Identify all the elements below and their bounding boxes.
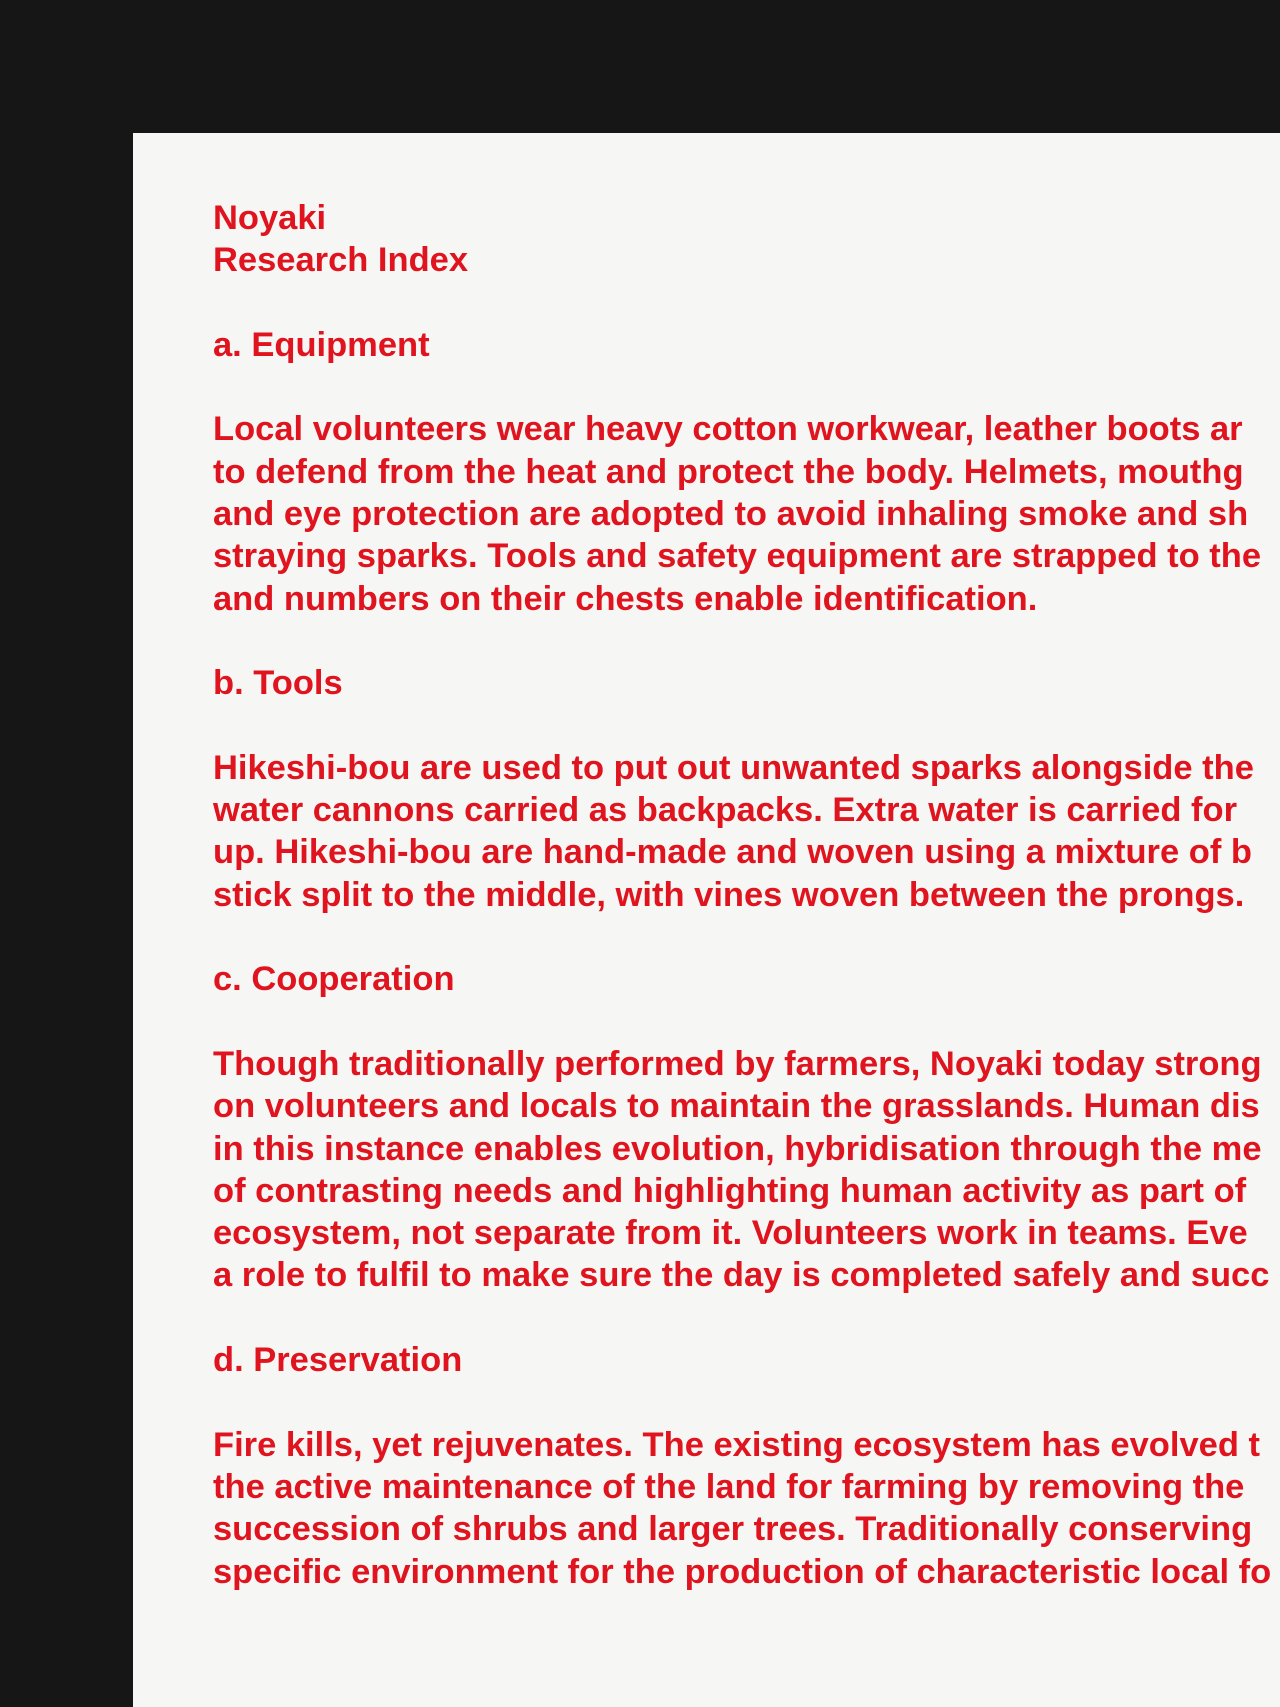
paragraph-line: and eye protection are adopted to avoid inhaling smoke and sh	[213, 495, 1249, 534]
paragraph-line: specific environment for the production of characteristic local fo	[213, 1552, 1272, 1591]
paragraph-line: ecosystem, not separate from it. Volunteers work in teams. Eve	[213, 1214, 1248, 1253]
paper-sheet	[133, 133, 1280, 1707]
section-heading-cooperation: c. Cooperation	[213, 960, 455, 999]
paragraph-line: stick split to the middle, with vines woven between the prongs.	[213, 875, 1245, 914]
section-heading-equipment: a. Equipment	[213, 325, 430, 364]
document-subtitle: Research Index	[213, 241, 469, 280]
paragraph-line: straying sparks. Tools and safety equipment are strapped to the	[213, 537, 1262, 576]
paragraph-line: succession of shrubs and larger trees. Traditionally conserving	[213, 1510, 1253, 1549]
paragraph-line: Hikeshi-bou are used to put out unwanted sparks alongside the	[213, 748, 1254, 787]
paragraph-line: on volunteers and locals to maintain the grasslands. Human dis	[213, 1087, 1260, 1126]
paragraph-line: in this instance enables evolution, hybridisation through the me	[213, 1129, 1262, 1168]
section-heading-preservation: d. Preservation	[213, 1341, 463, 1380]
section-heading-tools: b. Tools	[213, 664, 343, 703]
paragraph-line: water cannons carried as backpacks. Extra water is carried for	[213, 791, 1237, 830]
document-title: Noyaki	[213, 199, 327, 237]
paragraph-line: to defend from the heat and protect the body. Helmets, mouthg	[213, 452, 1244, 491]
paragraph-line: and numbers on their chests enable identification.	[213, 579, 1038, 618]
paragraph-line: of contrasting needs and highlighting human activity as part of	[213, 1171, 1247, 1210]
paragraph-line: Local volunteers wear heavy cotton workwear, leather boots ar	[213, 410, 1243, 449]
paragraph-line: a role to fulfil to make sure the day is completed safely and succ	[213, 1256, 1270, 1295]
paragraph-line: the active maintenance of the land for farming by removing the	[213, 1467, 1245, 1506]
paragraph-line: Though traditionally performed by farmers, Noyaki today strong	[213, 1044, 1262, 1083]
paragraph-line: up. Hikeshi-bou are hand-made and woven using a mixture of b	[213, 833, 1252, 872]
paragraph-line: Fire kills, yet rejuvenates. The existing ecosystem has evolved t	[213, 1425, 1260, 1464]
document-body	[213, 197, 1280, 1593]
